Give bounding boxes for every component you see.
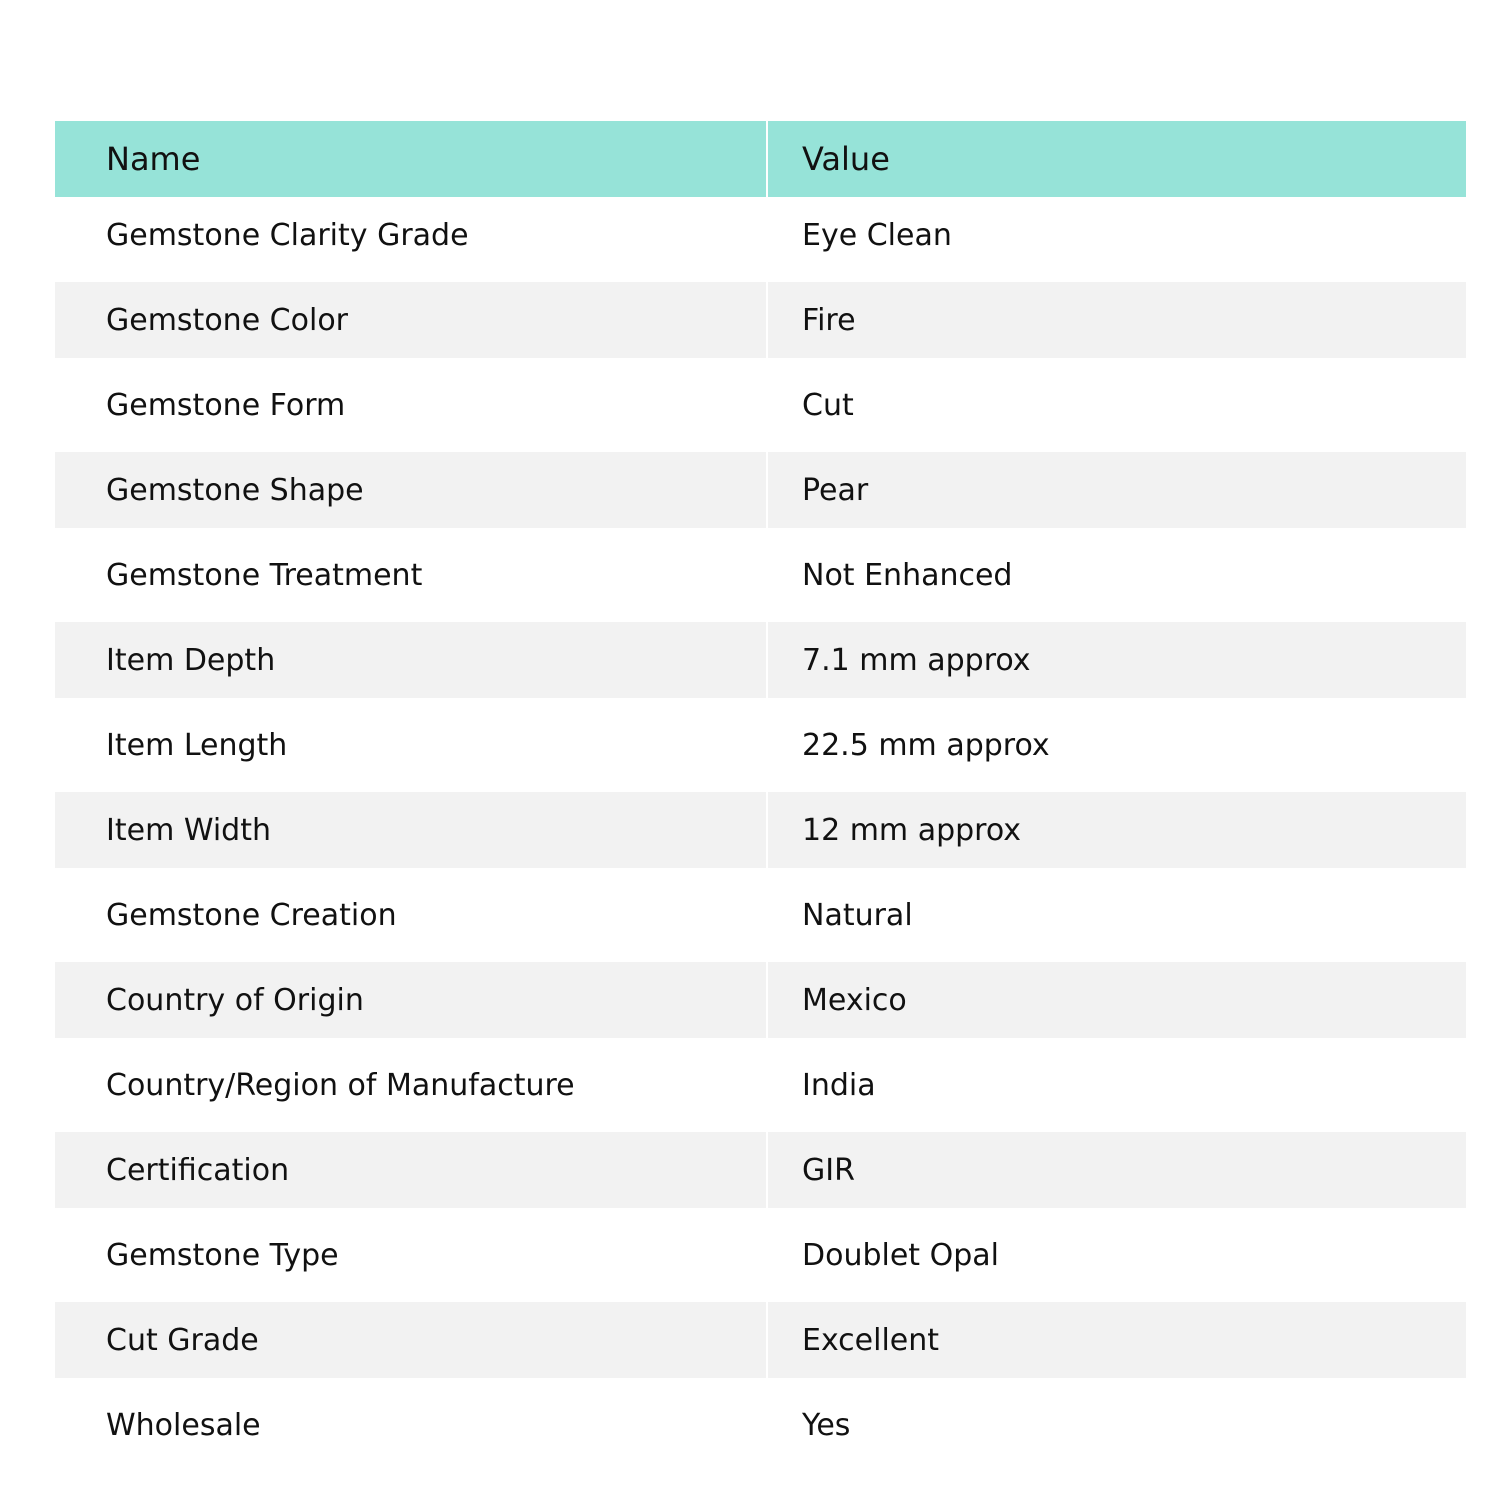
row-value-cell: 7.1 mm approx: [768, 622, 1466, 698]
table-row: [55, 367, 1466, 443]
table-row: [55, 707, 1466, 783]
table-row: [55, 1132, 1466, 1208]
table-row: [55, 1047, 1466, 1123]
row-name-cell: Gemstone Form: [55, 367, 766, 443]
table-row: [55, 197, 1466, 273]
table-row: [55, 622, 1466, 698]
table-row: [55, 1302, 1466, 1378]
row-name-cell: Gemstone Clarity Grade: [55, 197, 766, 273]
table-row: [55, 962, 1466, 1038]
table-row: [55, 452, 1466, 528]
row-name-cell: Gemstone Treatment: [55, 537, 766, 613]
row-name-cell: Gemstone Type: [55, 1217, 766, 1293]
row-value-cell: Yes: [768, 1387, 1466, 1463]
row-value-cell: Not Enhanced: [768, 537, 1466, 613]
table-row: [55, 1217, 1466, 1293]
row-name-cell: Country of Origin: [55, 962, 766, 1038]
row-name-cell: Item Width: [55, 792, 766, 868]
table-row: [55, 1387, 1466, 1463]
table-row: [55, 792, 1466, 868]
row-value-cell: 22.5 mm approx: [768, 707, 1466, 783]
row-name-cell: Gemstone Creation: [55, 877, 766, 953]
row-name-cell: Cut Grade: [55, 1302, 766, 1378]
row-name-cell: Country/Region of Manufacture: [55, 1047, 766, 1123]
row-value-cell: Doublet Opal: [768, 1217, 1466, 1293]
row-value-cell: India: [768, 1047, 1466, 1123]
table-row: [55, 877, 1466, 953]
spec-table: [55, 121, 1466, 1463]
row-name-cell: Certification: [55, 1132, 766, 1208]
row-value-cell: Eye Clean: [768, 197, 1466, 273]
row-name-cell: Gemstone Color: [55, 282, 766, 358]
table-row: [55, 282, 1466, 358]
row-value-cell: GIR: [768, 1132, 1466, 1208]
row-name-cell: Wholesale: [55, 1387, 766, 1463]
header-value-cell: Value: [768, 121, 1466, 197]
row-value-cell: Natural: [768, 877, 1466, 953]
row-value-cell: Mexico: [768, 962, 1466, 1038]
row-name-cell: Item Depth: [55, 622, 766, 698]
row-value-cell: 12 mm approx: [768, 792, 1466, 868]
table-row: [55, 537, 1466, 613]
header-name-cell: Name: [55, 121, 766, 197]
row-name-cell: Item Length: [55, 707, 766, 783]
row-value-cell: Fire: [768, 282, 1466, 358]
row-name-cell: Gemstone Shape: [55, 452, 766, 528]
table-body: [55, 197, 1466, 1463]
table-header-row: [55, 121, 1466, 197]
row-value-cell: Cut: [768, 367, 1466, 443]
row-value-cell: Excellent: [768, 1302, 1466, 1378]
row-value-cell: Pear: [768, 452, 1466, 528]
